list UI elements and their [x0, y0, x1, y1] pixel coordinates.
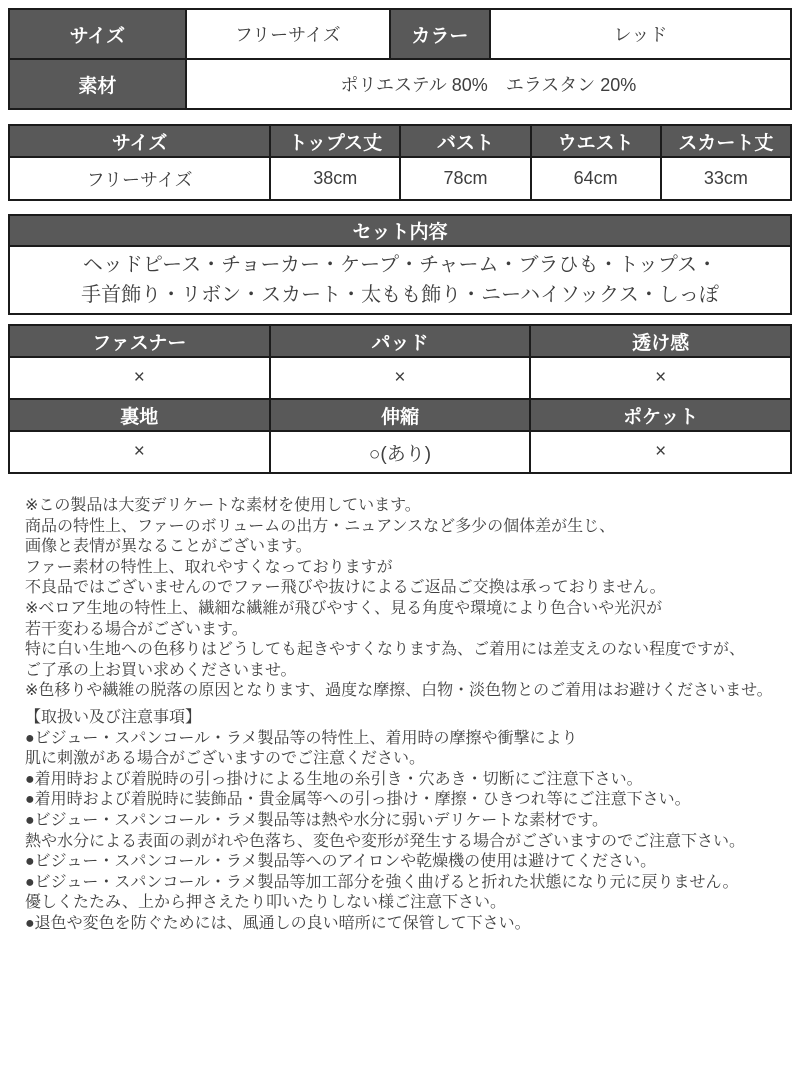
col-header-tops-length: トップス丈 — [270, 125, 400, 157]
set-contents-list — [9, 246, 791, 314]
note-line: 若干変わる場合がございます。 — [25, 620, 248, 638]
lining-value: × — [9, 431, 270, 473]
col-header-skirt-length: スカート丈 — [661, 125, 791, 157]
care-line: ●ビジュー・スパンコール・ラメ製品等は熱や水分に弱いデリケートな素材です。 — [25, 811, 608, 829]
size-cell: フリーサイズ — [9, 157, 270, 200]
note-line: 商品の特性上、ファーのボリュームの出方・ニュアンスなど多少の個体差が生じ、 — [25, 517, 616, 535]
spec-row-material — [9, 59, 791, 109]
features-data-row-1 — [9, 357, 791, 399]
skirt-length-cell: 33cm — [661, 157, 791, 200]
care-line: ●ビジュー・スパンコール・ラメ製品等へのアイロンや乾燥機の使用は避けてください。 — [25, 853, 657, 871]
features-data-row-2 — [9, 431, 791, 473]
care-line: 熱や水分による表面の剥がれや色落ち、変色や変形が発生する場合がございますのでご注意下さい。 — [25, 832, 746, 850]
stretch-value: ○(あり) — [270, 431, 531, 473]
note-line: ※ベロア生地の特性上、繊細な繊維が飛びやすく、見る角度や環境により色合いや光沢が — [25, 599, 663, 617]
care-title: 【取扱い及び注意事項】 — [25, 708, 202, 726]
stretch-header: 伸縮 — [270, 399, 531, 431]
spec-table — [8, 8, 792, 110]
material-value: ポリエステル 80% エラスタン 20% — [186, 59, 791, 109]
fastener-value: × — [9, 357, 270, 399]
col-header-waist: ウエスト — [531, 125, 661, 157]
measurements-data-row — [9, 157, 791, 200]
bust-cell: 78cm — [400, 157, 530, 200]
note-line: ファー素材の特性上、取れやすくなっておりますが — [25, 558, 393, 576]
waist-cell: 64cm — [531, 157, 661, 200]
lining-header: 裏地 — [9, 399, 270, 431]
spec-row-size-color — [9, 9, 791, 59]
material-header: 素材 — [9, 59, 186, 109]
pad-value: × — [270, 357, 531, 399]
pocket-value: × — [530, 431, 791, 473]
color-header: カラー — [390, 9, 490, 59]
set-contents-header-row — [9, 215, 791, 246]
set-contents-line-1: ヘッドピース・チョーカー・ケープ・チャーム・ブラひも・トップス・ — [82, 254, 718, 276]
size-header: サイズ — [9, 9, 186, 59]
care-line: 肌に刺激がある場合がございますのでご注意ください。 — [25, 750, 426, 768]
note-line: 特に白い生地への色移りはどうしても起きやすくなります為、ご着用には差支えのない程度ですが、 — [25, 641, 746, 659]
pad-header: パッド — [270, 325, 531, 357]
note-line: ご了承の上お買い求めくださいませ。 — [25, 661, 297, 679]
set-contents-line-2: 手首飾り・リボン・スカート・太もも飾り・ニーハイソックス・しっぽ — [81, 284, 719, 306]
care-line: 優しくたたみ、上から押さえたり叩いたりしない様ご注意下さい。 — [25, 894, 506, 912]
tops-length-cell: 38cm — [270, 157, 400, 200]
note-line: 画像と表情が異なることがございます。 — [25, 538, 312, 556]
size-value: フリーサイズ — [186, 9, 390, 59]
features-header-row-2 — [9, 399, 791, 431]
material-notes — [8, 496, 792, 702]
measurements-header-row — [9, 125, 791, 157]
note-line: ※この製品は大変デリケートな素材を使用しています。 — [25, 497, 421, 514]
care-line: ●ビジュー・スパンコール・ラメ製品等の特性上、着用時の摩擦や衝撃により — [25, 729, 578, 747]
note-line: ※色移りや繊維の脱落の原因となります、過度な摩擦、白物・淡色物とのご着用はお避けくださいませ。 — [25, 682, 773, 700]
care-line: ●ビジュー・スパンコール・ラメ製品等加工部分を強く曲げると折れた状態になり元に戻りません。 — [25, 873, 739, 891]
care-line: ●着用時および着脱時の引っ掛けによる生地の糸引き・穴あき・切断にご注意下さい。 — [25, 770, 643, 788]
features-table — [8, 324, 792, 474]
col-header-size: サイズ — [9, 125, 270, 157]
set-contents-data-row — [9, 246, 791, 314]
features-header-row-1 — [9, 325, 791, 357]
color-value: レッド — [490, 9, 791, 59]
set-contents-title: セット内容 — [9, 215, 791, 246]
care-line: ●着用時および着脱時に装飾品・貴金属等への引っ掛け・摩擦・ひきつれ等にご注意下さい。 — [25, 791, 691, 809]
sheerness-header: 透け感 — [530, 325, 791, 357]
care-instructions — [8, 708, 792, 935]
fastener-header: ファスナー — [9, 325, 270, 357]
set-contents-table — [8, 214, 792, 315]
sheerness-value: × — [530, 357, 791, 399]
pocket-header: ポケット — [530, 399, 791, 431]
care-line: ●退色や変色を防ぐためには、風通しの良い暗所にて保管して下さい。 — [25, 914, 531, 932]
note-line: 不良品ではございませんのでファー飛びや抜けによるご返品ご交換は承っておりません。 — [25, 579, 666, 597]
measurements-table — [8, 124, 792, 201]
col-header-bust: バスト — [400, 125, 530, 157]
